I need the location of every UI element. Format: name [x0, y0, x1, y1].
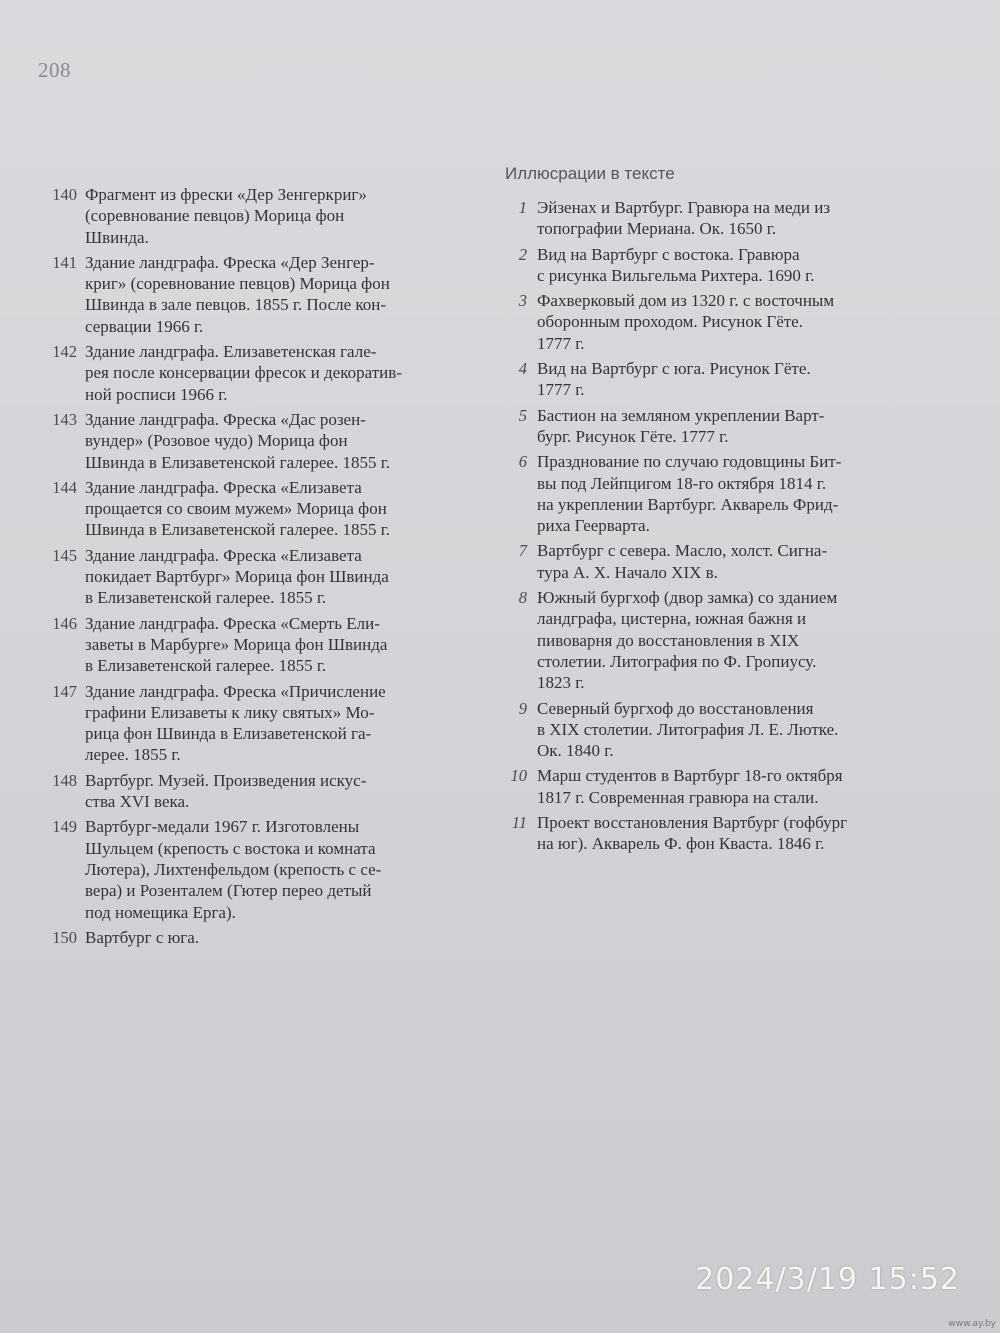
list-item	[36, 927, 480, 948]
list-item	[503, 587, 943, 693]
item-number: 147	[52, 681, 77, 701]
item-number: 143	[52, 409, 77, 429]
item-number: 150	[52, 927, 77, 947]
item-number: 11	[511, 813, 527, 833]
item-caption: Вартбург-медали 1967 г. Изготовлены Шульцем (крепость с востока и комната Лютера), Лихтенфельдом (крепость с се- вера) и Розенталем (Гютер перео детый под номещика Ерга).	[85, 817, 382, 922]
section-heading: Иллюсрации в тексте	[505, 164, 675, 183]
item-caption: Вартбург с юга.	[85, 927, 200, 947]
item-number: 1	[518, 198, 527, 217]
item-caption: Вартбург с севера. Масло, холст. Сигна- тура А. Х. Начало XIX в.	[537, 541, 828, 582]
list-item	[36, 184, 480, 248]
text-illustrations-column	[503, 164, 943, 859]
list-item	[503, 540, 943, 583]
item-caption: Вартбург. Музей. Произведения искус- ства XVI века.	[85, 770, 367, 812]
item-number: 10	[510, 766, 527, 786]
list-item	[503, 290, 943, 354]
item-number: 9	[518, 698, 527, 718]
item-number: 140	[52, 185, 77, 204]
item-caption: Здание ландграфа. Фреска «Дер Зенгер- криг» (соревнование певцов) Морица фон Швинда в зале певцов. 1855 г. После кон- сервации 1966 г.	[85, 252, 390, 336]
photo-timestamp: 2024/3/19 15:52	[695, 1262, 960, 1297]
list-item	[503, 765, 943, 808]
item-caption: Проект восстановления Вартбург (гофбург на юг). Акварель Ф. фон Кваста. 1846 г.	[537, 813, 848, 854]
plate-list	[36, 184, 480, 948]
item-number: 7	[518, 541, 527, 561]
list-item	[36, 545, 480, 609]
item-number: 144	[52, 477, 77, 497]
item-number: 149	[52, 817, 77, 837]
list-item	[36, 477, 480, 541]
item-number: 5	[518, 405, 527, 425]
list-item	[503, 244, 943, 287]
item-caption: Здание ландграфа. Фреска «Смерть Ели- заветы в Марбурге» Морица фон Швинда в Елизаветенской галерее. 1855 г.	[85, 613, 388, 676]
item-number: 148	[52, 770, 77, 790]
item-caption: Здание ландграфа. Фреска «Дас розен- вундер» (Розовое чудо) Морица фон Швинда в Елизаветенской галерее. 1855 г.	[85, 409, 390, 472]
list-item	[36, 341, 480, 405]
item-caption: Здание ландграфа. Елизаветенская гале- рея после консервации фресок и декоратив- ной росписи 1966 г.	[85, 342, 402, 404]
item-caption: Вид на Вартбург с востока. Гравюра с рисунка Вильгельма Рихтера. 1690 г.	[537, 244, 815, 285]
list-item	[36, 816, 480, 922]
list-item	[503, 197, 943, 240]
list-item	[503, 812, 943, 855]
item-number: 4	[518, 359, 527, 379]
list-item	[36, 252, 480, 337]
item-number: 142	[52, 342, 77, 362]
item-caption: Здание ландграфа. Фреска «Елизавета прощается со своим мужем» Морица фон Швинда в Елизаветенской галерее. 1855 г.	[85, 477, 390, 540]
item-caption: Фахверковый дом из 1320 г. с восточным оборонным проходом. Рисунок Гёте. 1777 г.	[537, 291, 835, 353]
item-number: 145	[52, 545, 77, 565]
watermark: www.ay.by	[948, 1319, 996, 1329]
list-item	[36, 681, 480, 766]
item-caption: Марш студентов в Вартбург 18-го октября 1817 г. Современная гравюра на стали.	[537, 766, 843, 807]
item-caption: Южный бургхоф (двор замка) со зданием ландграфа, цистерна, южная бажня и пивоварня до восстановления в XIX столетии. Литография по Ф. Гропиусу. 1823 г.	[537, 588, 838, 693]
item-number: 3	[518, 291, 527, 311]
item-number: 6	[518, 452, 527, 472]
item-number: 141	[52, 252, 77, 272]
list-item	[503, 405, 943, 448]
list-item	[36, 770, 480, 813]
item-caption: Эйзенах и Вартбург. Гравюра на меди из топографии Мериана. Ок. 1650 г.	[537, 198, 831, 239]
item-caption: Вид на Вартбург с юга. Рисунок Гёте. 1777 г.	[537, 359, 811, 400]
list-item	[503, 358, 943, 401]
list-item	[503, 698, 943, 762]
item-caption: Бастион на земляном укреплении Варт- бург. Рисунок Гёте. 1777 г.	[537, 405, 825, 446]
page-number: 208	[38, 58, 71, 82]
illustration-list	[503, 197, 943, 855]
list-item	[503, 451, 943, 536]
list-item	[36, 613, 480, 677]
item-caption: Здание ландграфа. Фреска «Елизавета покидает Вартбург» Морица фон Швинда в Елизаветенской галерее. 1855 г.	[85, 545, 389, 608]
item-number: 146	[52, 613, 77, 633]
item-caption: Северный бургхоф до восстановления в XIX столетии. Литография Л. Е. Лютке. Ок. 1840 г.	[537, 698, 839, 761]
plate-list-column	[36, 184, 480, 952]
item-caption: Фрагмент из фрески «Дер Зенгеркриг» (соревнование певцов) Морица фон Швинда.	[85, 185, 367, 247]
item-number: 2	[518, 244, 527, 264]
item-caption: Здание ландграфа. Фреска «Причисление графини Елизаветы к лику святых» Мо- рица фон Швинда в Елизаветенской га- лерее. 1855 г.	[85, 681, 386, 765]
item-number: 8	[518, 588, 527, 608]
item-caption: Празднование по случаю годовщины Бит- вы под Лейпцигом 18-го октября 1814 г. на укреплении Вартбург. Акварель Фрид- риха Геерварта.	[537, 452, 842, 536]
list-item	[36, 409, 480, 473]
